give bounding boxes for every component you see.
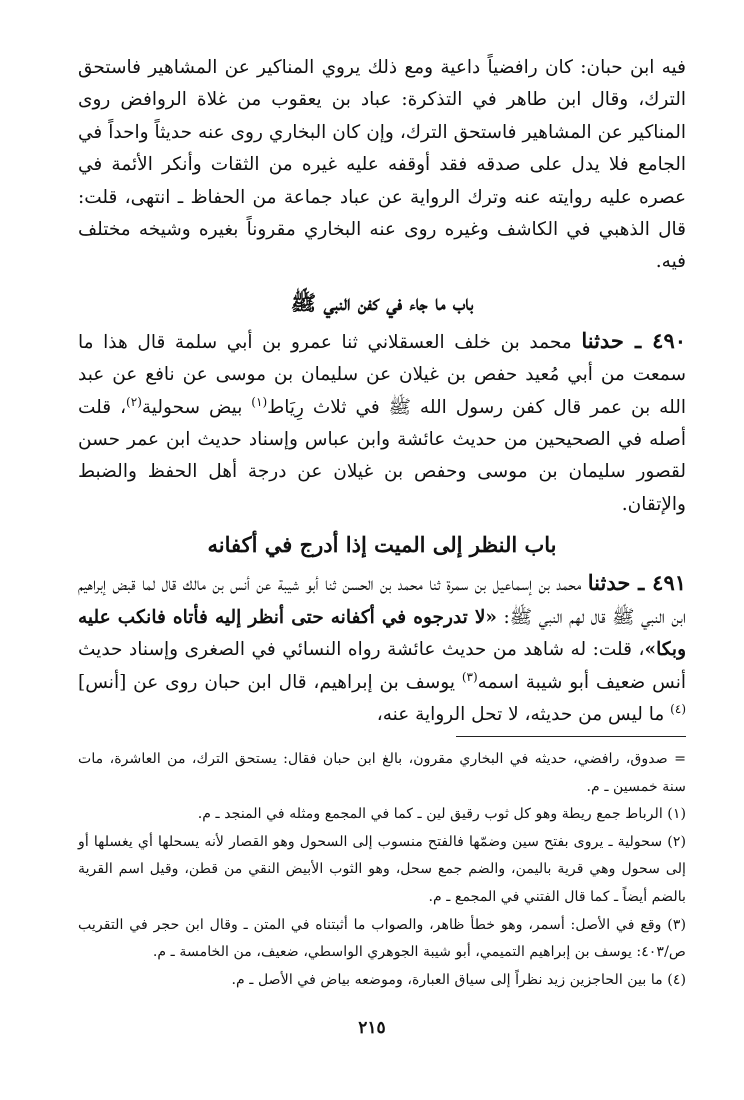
hadith-491-text-c: يوسف بن إبراهيم، قال ابن حبان روى عن [أنس]	[78, 671, 462, 693]
footnote-ref-1[interactable]: (١)	[251, 394, 268, 409]
footnote-4: (٤) ما بين الحاجزين زيد نظراً إلى سياق العبارة، وموضعه بياض في الأصل ـ م.	[231, 971, 686, 988]
footnote-divider	[456, 736, 686, 737]
chapter-heading-looking-at-deceased: باب النظر إلى الميت إذا أدرج في أكفانه	[207, 532, 557, 558]
hadith-490-text-b: بيض سحولية	[141, 396, 252, 418]
hadith-491	[78, 567, 686, 731]
footnote-1: (١) الرباط جمع ريطة وهو كل ثوب رقيق لين ـ كما في المجمع ومثله في المنجد ـ م.	[197, 806, 686, 823]
hadith-491-text-b: ، قلت: له شاهد من حديث عائشة رواه النسائي في الصغرى وإسناد حديث أنس ضعيف أبو شيبة اسمه	[78, 639, 686, 693]
footnote-2: (٢) سحولية ـ يروى بفتح سين وضمّها فالفتح منسوب إلى السحول وهو القصار لأنه يسحلها أي يغسلها أو إلى سحول وهي قرية باليمن، والضم جمع سحل، وهو الثوب الأبيض النقي من قطن، وقيل اسم القرية بالضم أيضاً ـ كما قال الفتني في المجمع ـ م.	[78, 833, 686, 905]
footnote-ref-2[interactable]: (٢)	[126, 394, 142, 409]
page-number: ٢١٥	[358, 1018, 386, 1038]
hadith-490-number: ٤٩٠ ـ حدثنا	[581, 327, 687, 353]
footnote-3: (٣) وقع في الأصل: أسمر، وهو خطأ ظاهر، والصواب ما أثبتناه في المتن ـ وقال ابن حجر في التقريب ص/٤٠٣: يوسف بن إبراهيم التميمي، أبو شيبة الجوهري الواسطي، ضعيف، من الخامسة ـ م.	[78, 916, 686, 961]
footnote-ref-4[interactable]: (٤)	[670, 701, 686, 716]
footnote-ref-3[interactable]: (٣)	[461, 669, 478, 684]
hadith-490	[78, 325, 686, 521]
paragraph-text: فيه ابن حبان: كان رافضياً داعية ومع ذلك يروي المناكير عن المشاهير فاستحق الترك، وقال ابن طاهر في التذكرة: عباد بن يعقوب من غلاة الروافض روى المناكير عن المشاهير فاستحق الترك، وإن كان البخاري روى عنه حديثاً واحداً في الجامع فلا يدل على صدقه فقد أوقفه عليه غيره من الثقات وأنكر الأئمة في عصره عليه روايته عنه وترك الرواية عن عباد جماعة من الحفاظ ـ انتهى، قلت: قال الذهبي في الكاشف وغيره روى عنه البخاري مقروناً بغيره وشيخه مختلف فيه.	[78, 57, 686, 273]
hadith-490-text-c: ، قلت أصله في الصحيحين من حديث عائشة وابن عباس وإسناد حديث ابن عمر حسن لقصور سليمان بن موسى وحفص بن غيلان عن درجة أهل الحفظ والضبط والإتقان.	[78, 396, 686, 515]
hadith-491-number: ٤٩١ ـ حدثنا	[587, 570, 687, 596]
hadith-491-text-a: محمد بن إسماعيل بن سمرة ثنا محمد بن الحسن ثنا أبو شيبة عن أنس بن مالك قال لما قبض إبراهيم ابن النبي ﷺ قال لهم النبي ﷺ:	[78, 574, 686, 628]
hadith-491-text-d: ما ليس من حديثه، لا تحل الرواية عنه،	[376, 703, 671, 725]
hadith-491-quote: «لا تدرجوه في أكفانه حتى أنظر إليه فأتاه فانكب عليه وبكا»	[78, 606, 686, 661]
footnote-continued: = صدوق، رافضي، حديثه في البخاري مقرون، بالغ ابن حبان فقال: يستحق الترك، من العاشرة، مات سنة خمسين ـ م.	[78, 751, 686, 795]
hadith-490-text-a: محمد بن خلف العسقلاني ثنا عمرو بن أبي سلمة قال هذا ما سمعت من أبي مُعيد حفص بن غيلان عن سليمان بن موسى عن نافع عن عبد الله بن عمر قال كفن رسول الله ﷺ في ثلاث رِيَاط	[78, 331, 686, 418]
page-content	[78, 52, 687, 988]
paragraph-continuation	[78, 52, 686, 279]
footnotes-section	[78, 746, 686, 994]
chapter-heading-prophet-shroud: باب ما جاء في كفن النبي ﷺ	[290, 289, 474, 315]
